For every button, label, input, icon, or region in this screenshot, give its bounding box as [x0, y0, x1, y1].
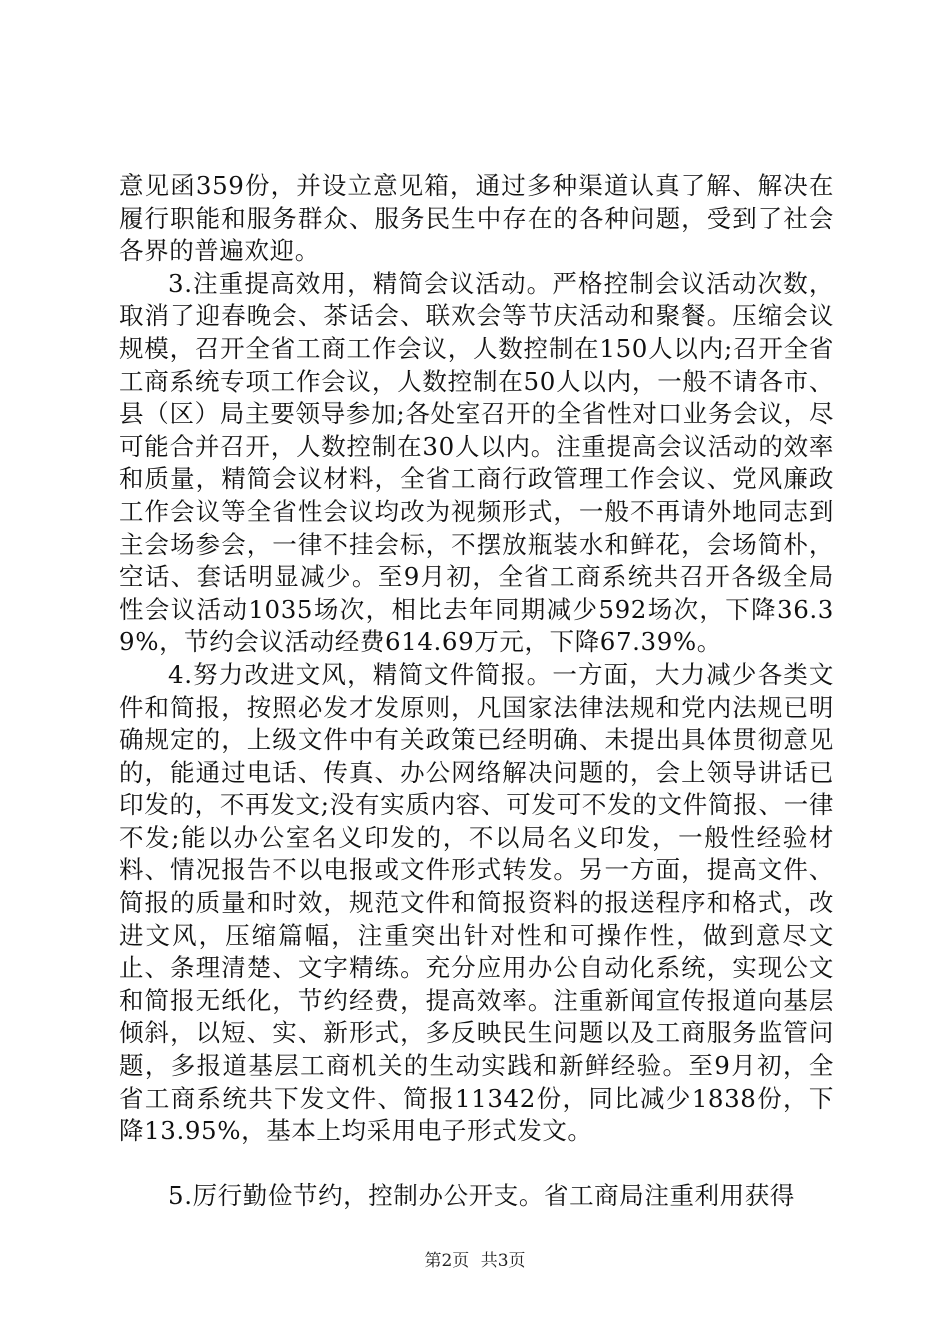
page-footer [0, 1246, 950, 1271]
page-number: 第2页 [424, 1251, 470, 1271]
paragraph-item-4: 4.努力改进文风，精简文件简报。一方面，大力减少各类文件和简报，按照必发才发原则，凡国家法律法规和党内法规已明确规定的，上级文件中有关政策已经明确、未提出具体贯彻意见的，能通过电话、传真、办公网络解决问题的，会上领导讲话已印发的，不再发文;没有实质内容、可发可不发的文件简报、一律不发;能以办公室名义印发的，不以局名义印发，一般性经验材料、情况报告不以电报或文件形式转发。另一方面，提高文件、简报的质量和时效，规范文件和简报资料的报送程序和格式，改进文风，压缩篇幅，注重突出针对性和可操作性，做到意尽文止、条理清楚、文字精练。充分应用办公自动化系统，实现公文和简报无纸化，节约经费，提高效率。注重新闻宣传报道向基层倾斜，以短、实、新形式，多反映民生问题以及工商服务监管问题，多报道基层工商机关的生动实践和新鲜经验。至9月初，全省工商系统共下发文件、简报11342份，同比减少1838份，下降13.95%，基本上均采用电子形式发文。 [119, 659, 834, 1146]
paragraph-item-3: 3.注重提高效用，精简会议活动。严格控制会议活动次数，取消了迎春晚会、茶话会、联欢会等节庆活动和聚餐。压缩会议规模，召开全省工商工作会议，人数控制在150人以内;召开全省工商系统专项工作会议，人数控制在50人以内，一般不请各市、县（区）局主要领导参加;各处室召开的全省性对口业务会议，尽可能合并召开，人数控制在30人以内。注重提高会议活动的效率和质量，精简会议材料，全省工商行政管理工作会议、党风廉政工作会议等全省性会议均改为视频形式，一般不再请外地同志到主会场参会，一律不挂会标，不摆放瓶装水和鲜花，会场简朴，空话、套话明显减少。至9月初，全省工商系统共召开各级全局性会议活动1035场次，相比去年同期减少592场次，下降36.39%，节约会议活动经费614.69万元，下降67.39%。 [119, 268, 834, 657]
document-body [119, 170, 834, 1212]
page-total: 共3页 [480, 1251, 526, 1271]
paragraph-item-5: 5.厉行勤俭节约，控制办公开支。省工商局注重利用获得 [168, 1180, 795, 1210]
paragraph-continuation: 意见函359份，并设立意见箱，通过多种渠道认真了解、解决在履行职能和服务群众、服务民生中存在的各种问题，受到了社会各界的普遍欢迎。 [119, 171, 834, 266]
